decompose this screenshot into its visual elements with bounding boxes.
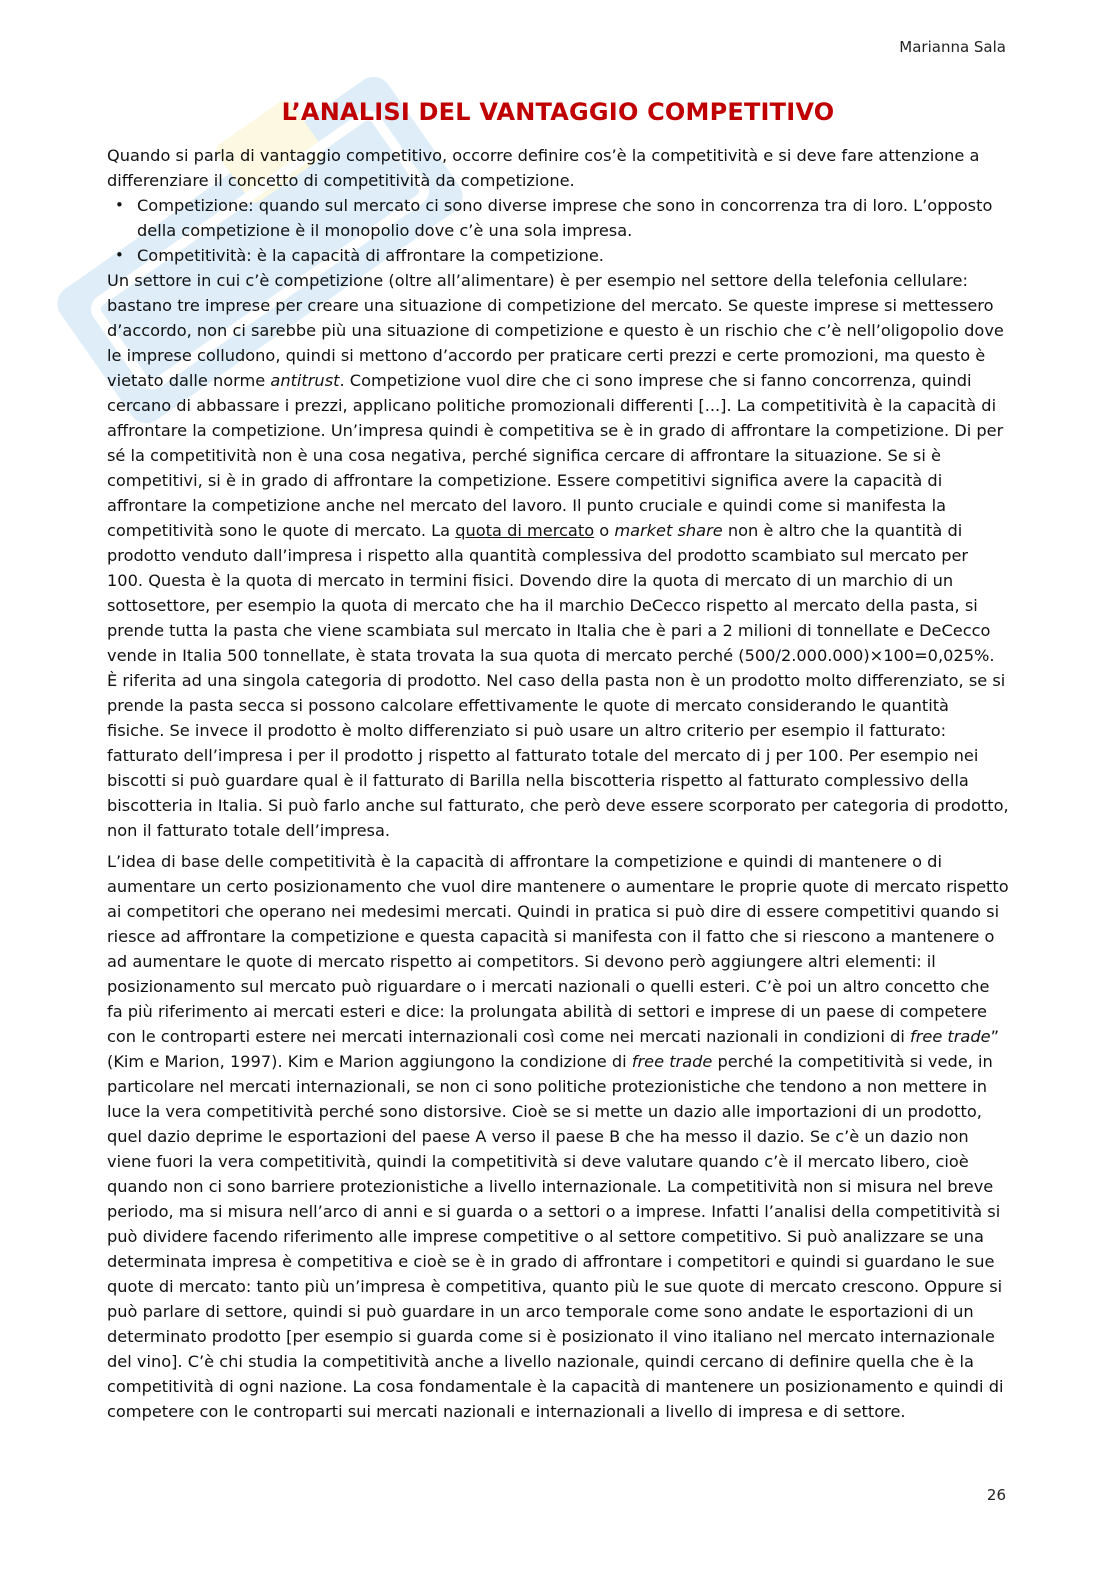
emphasis-market-share: market share — [614, 521, 723, 540]
emphasis-antitrust: antitrust — [270, 371, 340, 390]
list-item: • Competitività: è la capacità di affrontare la competizione. — [137, 243, 1009, 268]
text-run: non è altro che la quantità di prodotto venduto dall’impresa i rispetto alla quantità complessiva del prodotto scambiato sul mercato per 100. Questa è la quota di mercato in termini fisici. Dovendo dire la quota di mercato di un marchio di un sottosettore, per esempio la quota di mercato che ha il marchio DeCecco rispetto al mercato della pasta, si prende tutta la pasta che viene scambiata sul mercato in Italia che è pari a 2 milioni di tonnellate e DeCecco vende in Italia 500 tonnellate, è stata trovata la sua quota di mercato perché (500/2.000.000)×100=0,025%. È riferita ad una singola categoria di prodotto. Nel caso della pasta non è un prodotto molto differenziato, se si prende la pasta secca si possono calcolare effettivamente le quote di mercato considerando le quantità fisiche. Se invece il prodotto è molto differenziato si può usare un altro criterio per esempio il fatturato: fatturato dell’impresa i per il prodotto j rispetto al fatturato totale del mercato di j per 100. Per esempio nei biscotti si può guardare qual è il fatturato di Barilla nella biscotteria rispetto al fatturato complessivo della biscotteria in Italia. Si può farlo anche sul fatturato, che però deve essere scorporato per categoria di prodotto, non il fatturato totale dell’impresa. — [107, 521, 1009, 840]
text-run: L’idea di base delle competitività è la capacità di affrontare la competizione e quindi di mantenere o di aumentare un certo posizionamento che vuol dire mantenere o aumentare le proprie quote di mercato rispetto ai competitori che operano nei medesimi mercati. Quindi in pratica si può dire di essere competitivi quando si riesce ad affrontare la competizione e questa capacità si manifesta con il fatto che si riescono a mantenere o ad aumentare le quote di mercato rispetto ai competitors. Si devono però aggiungere altri elementi: il posizionamento sul mercato può riguardare o i mercati nazionali o quelli esteri. C’è poi un altro concetto che fa più riferimento ai mercati esteri e dice: la prolungata abilità di settori e imprese di un paese di competere con le controparti estere nei mercati internazionali così come nei mercati nazionali in condizioni di — [107, 852, 1009, 1046]
document-body — [107, 143, 1009, 1424]
paragraph-market-share — [107, 268, 1009, 843]
underlined-term: quota di mercato — [455, 521, 595, 540]
page-number: 26 — [986, 1486, 1006, 1504]
text-run: ” (Kim e Marion, 1997). Kim e Marion aggiungono la condizione di — [107, 1027, 999, 1071]
emphasis-free-trade: free trade — [631, 1052, 713, 1071]
text-run: o — [594, 521, 615, 540]
text-run: Un settore in cui c’è competizione (oltre all’alimentare) è per esempio nel settore della telefonia cellulare: bastano tre imprese per creare una situazione di competizione del mercato. Se queste imprese si mettessero d’accordo, non ci sarebbe più una situazione di competizione e questo è un rischio che c’è nell’oligopolio dove le imprese colludono, quindi si mettono d’accordo per praticare certi prezzi e certe promozioni, ma questo è vietato dalle norme — [107, 271, 1004, 390]
page-title: L’ANALISI DEL VANTAGGIO COMPETITIVO — [281, 98, 835, 126]
text-run: . Competizione vuol dire che ci sono imprese che si fanno concorrenza, quindi cercano di abbassare i prezzi, applicano politiche promozionali differenti [...]. La competitività è la capacità di affrontare la competizione. Un’impresa quindi è competitiva se è in grado di affrontare la competizione. Di per sé la competitività non è una cosa negativa, perché significa cercare di affrontare la situazione. Se si è competitivi, si è in grado di affrontare la competizione. Essere competitivi significa avere la capacità di affrontare la competizione anche nel mercato del lavoro. Il punto cruciale e quindi come si manifesta la competitività sono le quote di mercato. La — [107, 371, 1004, 540]
emphasis-free-trade: free trade — [910, 1027, 991, 1046]
intro-paragraph: Quando si parla di vantaggio competitivo, occorre definire cos’è la competitività e si deve fare attenzione a differenziare il concetto di competitività da competizione. — [107, 146, 980, 190]
list-item: • Competizione: quando sul mercato ci sono diverse imprese che sono in concorrenza tra di loro. L’opposto della competizione è il monopolio dove c’è una sola impresa. — [137, 193, 1009, 243]
text-run: perché la competitività si vede, in particolare nel mercati internazionali, se non ci sono politiche protezionistiche che tendono a non mettere in luce la vera competitività perché sono distorsive. Cioè se si mette un dazio alle importazioni di un prodotto, quel dazio deprime le esportazioni del paese A verso il paese B che ha messo il dazio. Se c’è un dazio non viene fuori la vera competitività, quindi la competitività si deve valutare quando c’è il mercato libero, cioè quando non ci sono barriere protezionistiche a livello internazionale. La competitività non si misura nel breve periodo, ma si misura nell’arco di anni e si guarda o a settori o a imprese. Infatti l’analisi della competitività si può dividere facendo riferimento alle imprese competitive o al settore competitivo. Si può analizzare se una determinata impresa è competitiva e cioè se è in grado di affrontare i competitori e quindi si guardano le sue quote di mercato: tanto più un’impresa è competitiva, quanto più le sue quote di mercato crescono. Oppure si può parlare di settore, quindi si può guardare in un arco temporale come sono andate le esportazioni di un determinato prodotto [per esempio si guarda come si è posizionato il vino italiano nel mercato internazionale del vino]. C’è chi studia la competitività anche a livello nazionale, quindi cercano di definire quella che è la competitività di ogni nazione. La cosa fondamentale è la capacità di mantenere un posizionamento e quindi di competere con le controparti sui mercati nazionali e internazionali a livello di impresa e di settore. — [107, 1052, 1004, 1421]
definition-list — [107, 193, 1009, 268]
header-author: Marianna Sala — [899, 38, 1006, 56]
paragraph-competitiveness — [107, 849, 1009, 1424]
